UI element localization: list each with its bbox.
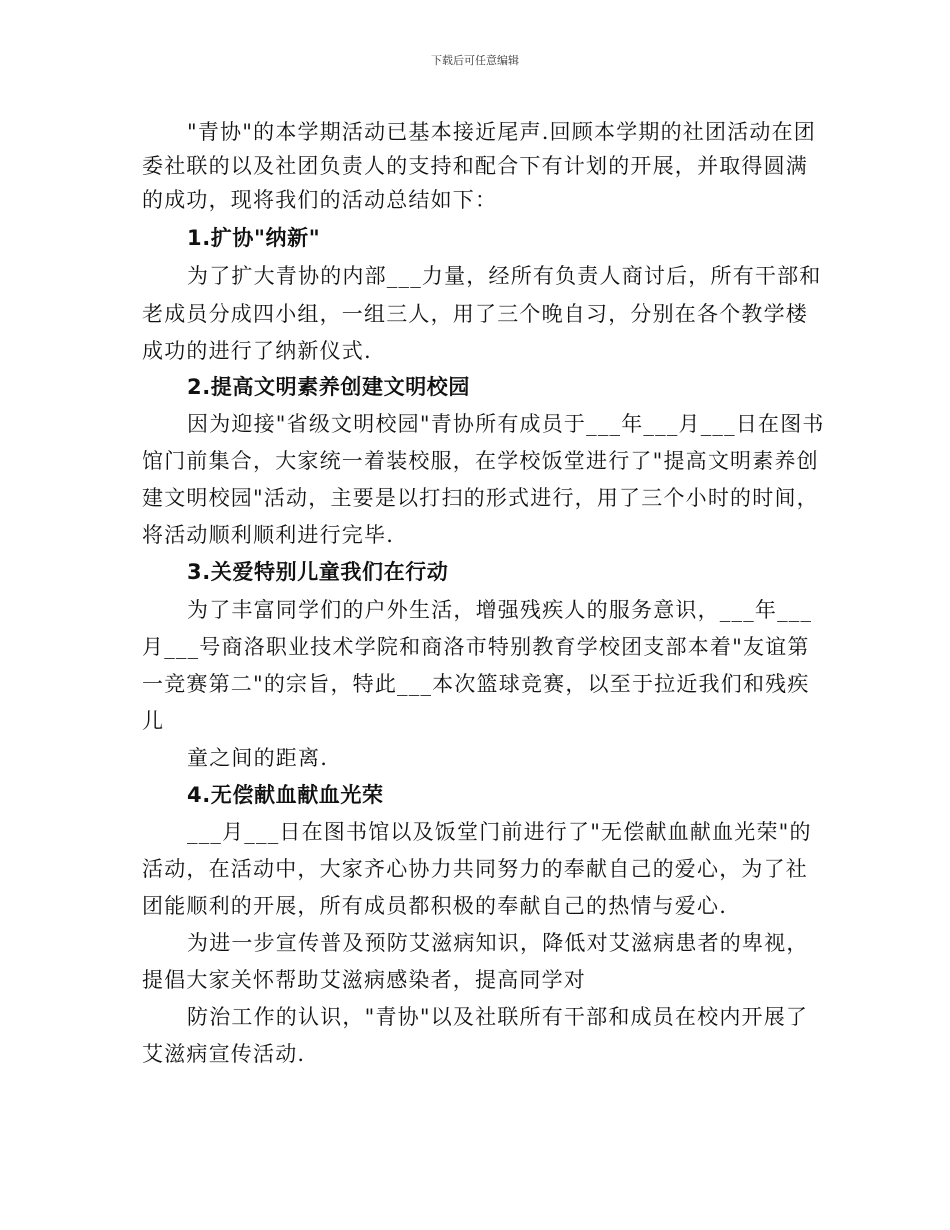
section-4-line-3: 团能顺利的开展，所有成员都积极的奉献自己的热情与爱心. — [142, 894, 728, 918]
section-3-line-4: 儿 — [142, 709, 165, 733]
intro-line-1: "青协"的本学期活动已基本接近尾声.回顾本学期的社团活动在团 — [187, 120, 816, 144]
section-3-heading: 3.关爱特别儿童我们在行动 — [187, 560, 449, 584]
section-1-line-1: 为了扩大青协的内部___力量，经所有负责人商讨后，所有干部和 — [187, 264, 822, 288]
section-3-line-3: 一竞赛第二"的宗旨，特此___本次篮球竞赛，以至于拉近我们和残疾 — [142, 672, 810, 696]
intro-line-3: 的成功，现将我们的活动总结如下： — [142, 188, 498, 212]
section-4-line-5: 提倡大家关怀帮助艾滋病感染者，提高同学对 — [142, 968, 586, 992]
section-2-line-2: 馆门前集合，大家统一着装校服，在学校饭堂进行了"提高文明素养创 — [142, 449, 819, 473]
section-2-line-3: 建文明校园"活动，主要是以打扫的形式进行，用了三个小时的时间， — [142, 486, 819, 510]
section-1-line-2: 老成员分成四小组，一组三人，用了三个晚自习，分别在各个教学楼 — [142, 302, 808, 326]
section-4-line-1: ___月___日在图书馆以及饭堂门前进行了"无偿献血献血光荣"的 — [187, 820, 812, 844]
section-2-line-1: 因为迎接"省级文明校园"青协所有成员于___年___月___日在图书 — [187, 412, 825, 436]
section-4-line-2: 活动，在活动中，大家齐心协力共同努力的奉献自己的爱心，为了社 — [142, 857, 808, 881]
section-4-line-6: 防治工作的认识，"青协"以及社联所有干部和成员在校内开展了 — [187, 1005, 809, 1029]
section-3-line-2: 月___号商洛职业技术学院和商洛市特别教育学校团支部本着"友谊第 — [142, 635, 810, 659]
section-4-line-7: 艾滋病宣传活动. — [142, 1042, 306, 1066]
section-3-line-5: 童之间的距离. — [187, 746, 329, 770]
section-2-line-4: 将活动顺利顺利进行完毕. — [142, 523, 395, 547]
section-2-heading: 2.提高文明素养创建文明校园 — [187, 375, 470, 399]
intro-line-2: 委社联的以及社团负责人的支持和配合下有计划的开展，并取得圆满 — [142, 154, 808, 178]
page-header-note: 下载后可任意编辑 — [431, 54, 519, 67]
section-3-line-1: 为了丰富同学们的户外生活，增强残疾人的服务意识，___年___ — [187, 598, 813, 622]
section-1-line-3: 成功的进行了纳新仪式. — [142, 339, 372, 363]
section-4-line-4: 为进一步宣传普及预防艾滋病知识，降低对艾滋病患者的卑视， — [187, 931, 809, 955]
section-4-heading: 4.无偿献血献血光荣 — [187, 783, 384, 807]
section-1-heading: 1.扩协"纳新" — [187, 226, 321, 250]
